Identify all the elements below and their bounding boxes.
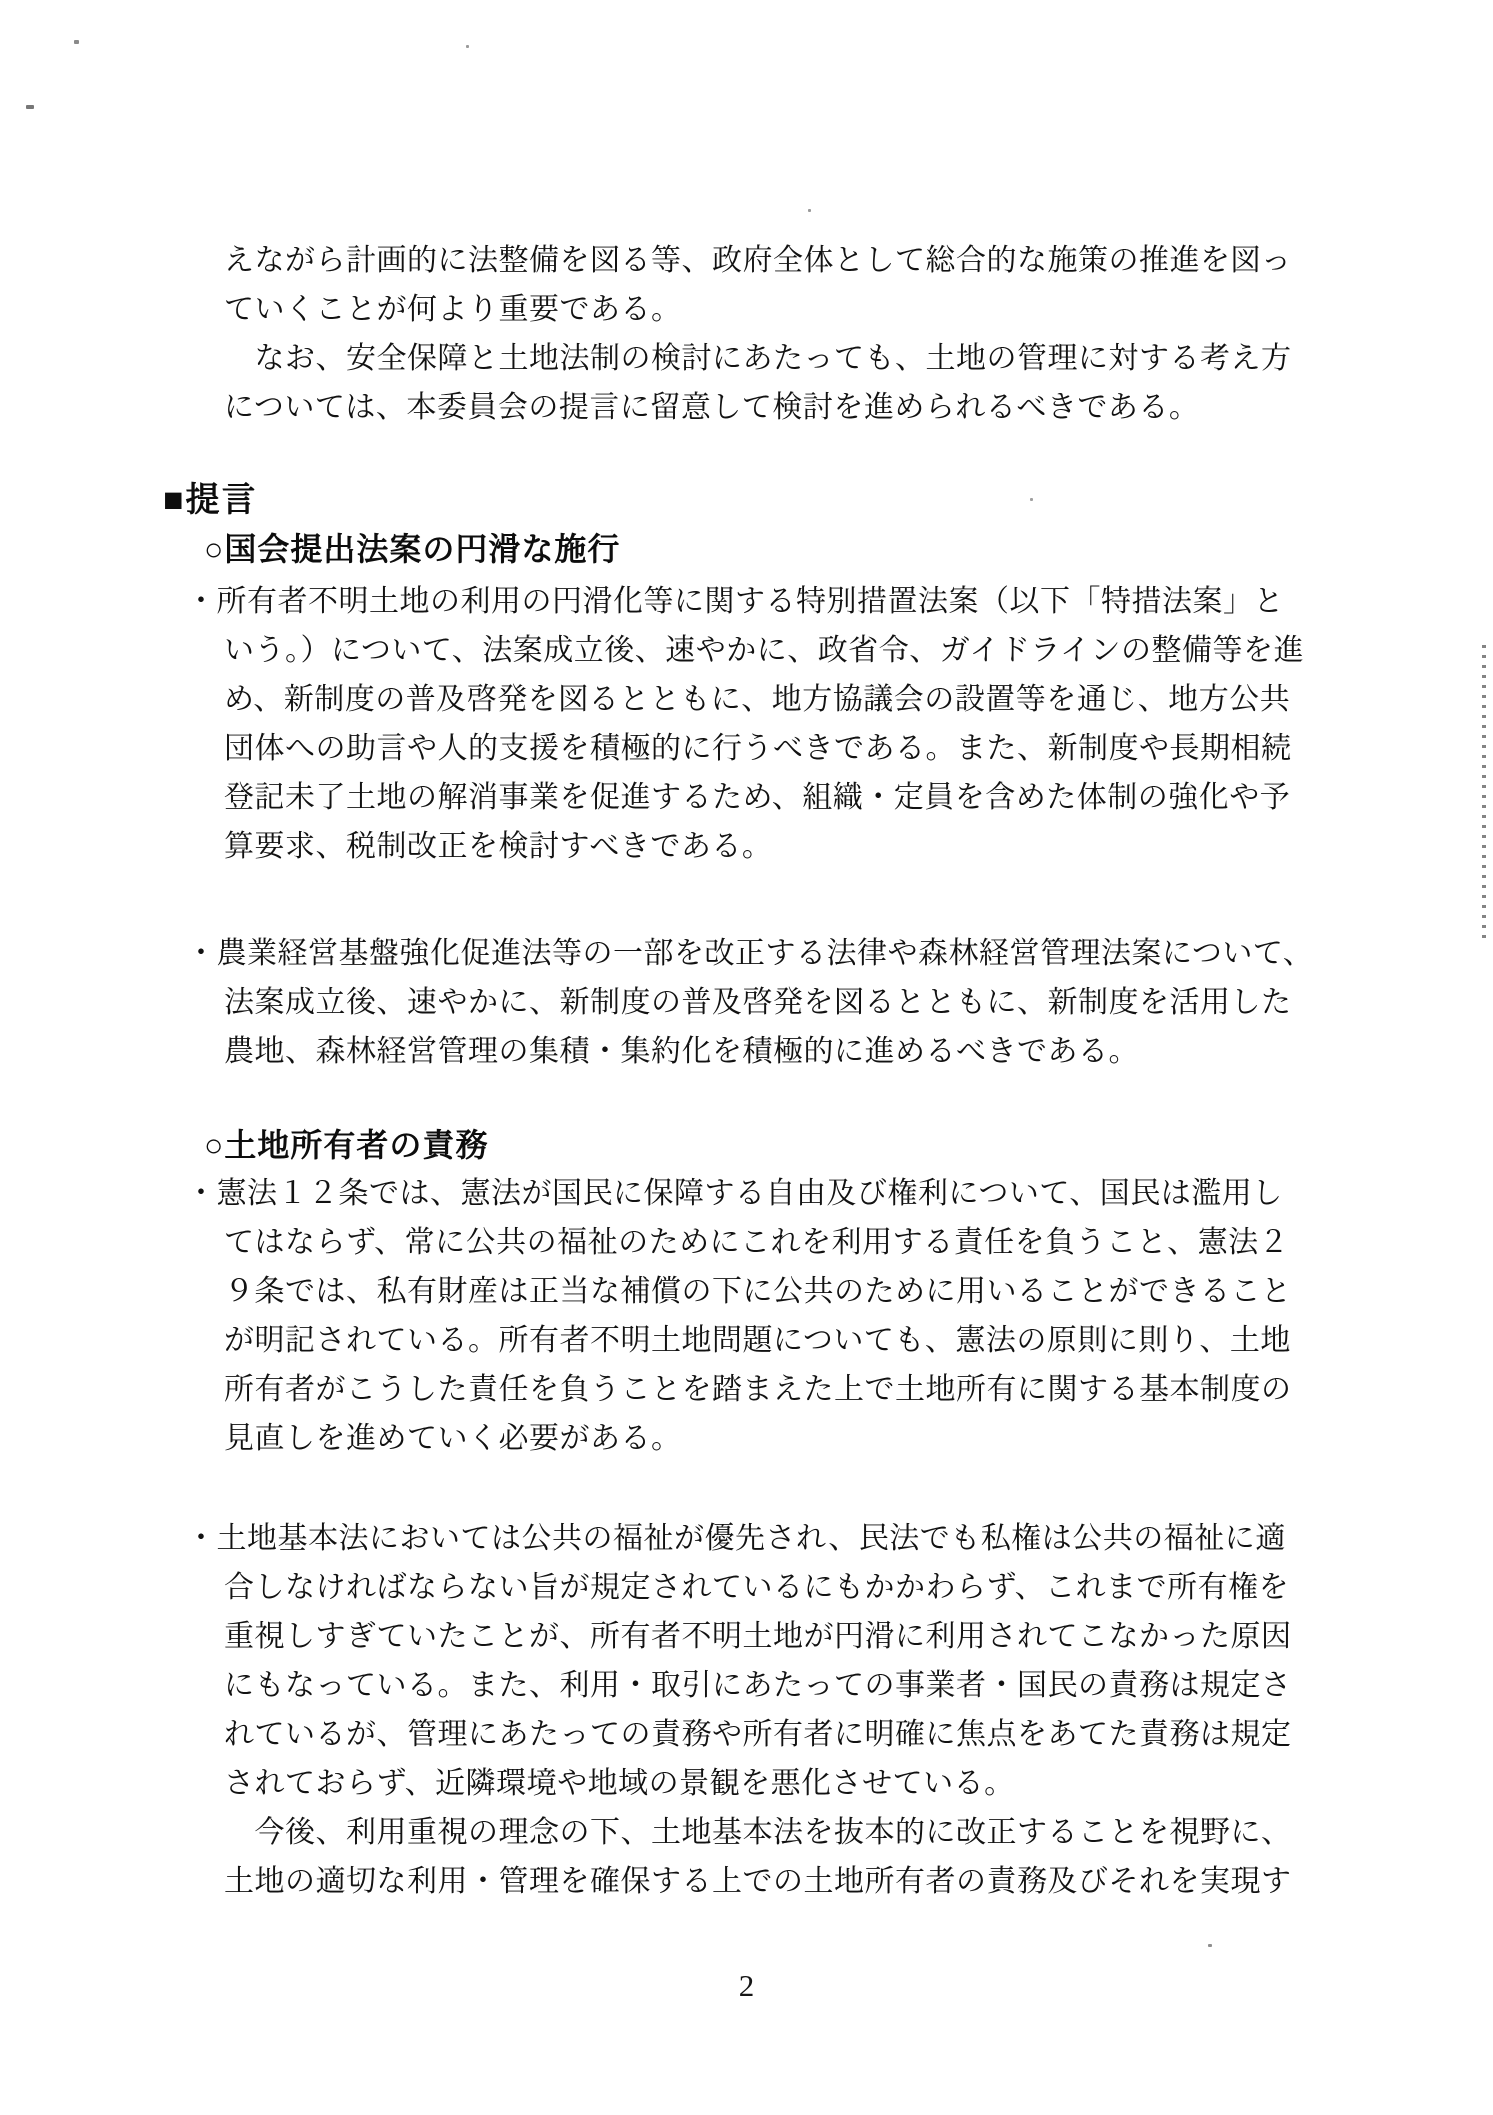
text-line: にもなっている。また、利用・取引にあたっての事業者・国民の責務は規定さ [224, 1669, 1292, 1702]
text-line: ていくことが何より重要である。 [224, 293, 682, 326]
scan-speck [808, 209, 811, 212]
text-line: いう。）について、法案成立後、速やかに、政省令、ガイドラインの整備等を進 [224, 634, 1304, 667]
text-line: 今後、利用重視の理念の下、土地基本法を抜本的に改正することを視野に、 [224, 1816, 1292, 1849]
subsection-heading-landowner-responsibility: ○土地所有者の責務 [204, 1127, 489, 1163]
scan-speck [26, 105, 34, 109]
scan-speck [466, 45, 469, 48]
text-line: め、新制度の普及啓発を図るとともに、地方協議会の設置等を通じ、地方公共 [224, 683, 1291, 716]
text-line: 団体への助言や人的支援を積極的に行うべきである。また、新制度や長期相続 [224, 732, 1292, 765]
bullet-paragraph-basic-land-act [186, 1514, 1292, 1906]
intro-paragraph [224, 236, 1292, 432]
text-line: 算要求、税制改正を検討すべきである。 [224, 830, 773, 863]
page-number: 2 [738, 1968, 755, 2003]
text-line: 重視しすぎていたことが、所有者不明土地が円滑に利用されてこなかった原因 [224, 1620, 1292, 1653]
scan-artifact-dotted-edge [1482, 645, 1486, 945]
bullet-paragraph-constitution [186, 1169, 1292, 1463]
subsection-heading-diet-bills: ○国会提出法案の円滑な施行 [204, 531, 621, 567]
text-line: なお、安全保障と土地法制の検討にあたっても、土地の管理に対する考え方 [224, 342, 1292, 375]
text-line: 見直しを進めていく必要がある。 [224, 1422, 682, 1455]
text-line: ・土地基本法においては公共の福祉が優先され、民法でも私権は公共の福祉に適 [186, 1522, 1286, 1555]
scan-speck [1030, 498, 1033, 501]
scan-speck [1208, 1944, 1212, 1947]
text-line: ・所有者不明土地の利用の円滑化等に関する特別措置法案（以下「特措法案」と [186, 585, 1284, 618]
text-line: 農地、森林経営管理の集積・集約化を積極的に進めるべきである。 [224, 1035, 1139, 1068]
proposal-section-heading: ■提言 [163, 481, 258, 519]
text-line: ・憲法１２条では、憲法が国民に保障する自由及び権利について、国民は濫用し [186, 1177, 1283, 1210]
text-line: ９条では、私有財産は正当な補償の下に公共のために用いることができること [224, 1275, 1292, 1308]
text-line: えながら計画的に法整備を図る等、政府全体として総合的な施策の推進を図っ [224, 244, 1292, 277]
text-line: が明記されている。所有者不明土地問題についても、憲法の原則に則り、土地 [224, 1324, 1291, 1357]
text-line: 所有者がこうした責任を負うことを踏まえた上で土地所有に関する基本制度の [224, 1373, 1292, 1406]
scan-speck [74, 40, 79, 44]
text-line: 法案成立後、速やかに、新制度の普及啓発を図るとともに、新制度を活用した [224, 986, 1292, 1019]
bullet-paragraph-agriculture-forestry-bills [186, 929, 1313, 1076]
bullet-paragraph-special-measures-bill [186, 577, 1304, 871]
text-line: てはならず、常に公共の福祉のためにこれを利用する責任を負うこと、憲法２ [224, 1226, 1290, 1259]
text-line: 土地の適切な利用・管理を確保する上での土地所有者の責務及びそれを実現す [224, 1865, 1292, 1898]
text-line: 合しなければならない旨が規定されているにもかかわらず、これまで所有権を [224, 1571, 1290, 1604]
text-line: されておらず、近隣環境や地域の景観を悪化させている。 [224, 1767, 1015, 1800]
text-line: 登記未了土地の解消事業を促進するため、組織・定員を含めた体制の強化や予 [224, 781, 1291, 814]
text-line: れているが、管理にあたっての責務や所有者に明確に焦点をあてた責務は規定 [224, 1718, 1292, 1751]
text-line: ・農業経営基盤強化促進法等の一部を改正する法律や森林経営管理法案について、 [186, 937, 1314, 970]
text-line: については、本委員会の提言に留意して検討を進められるべきである。 [224, 391, 1200, 424]
